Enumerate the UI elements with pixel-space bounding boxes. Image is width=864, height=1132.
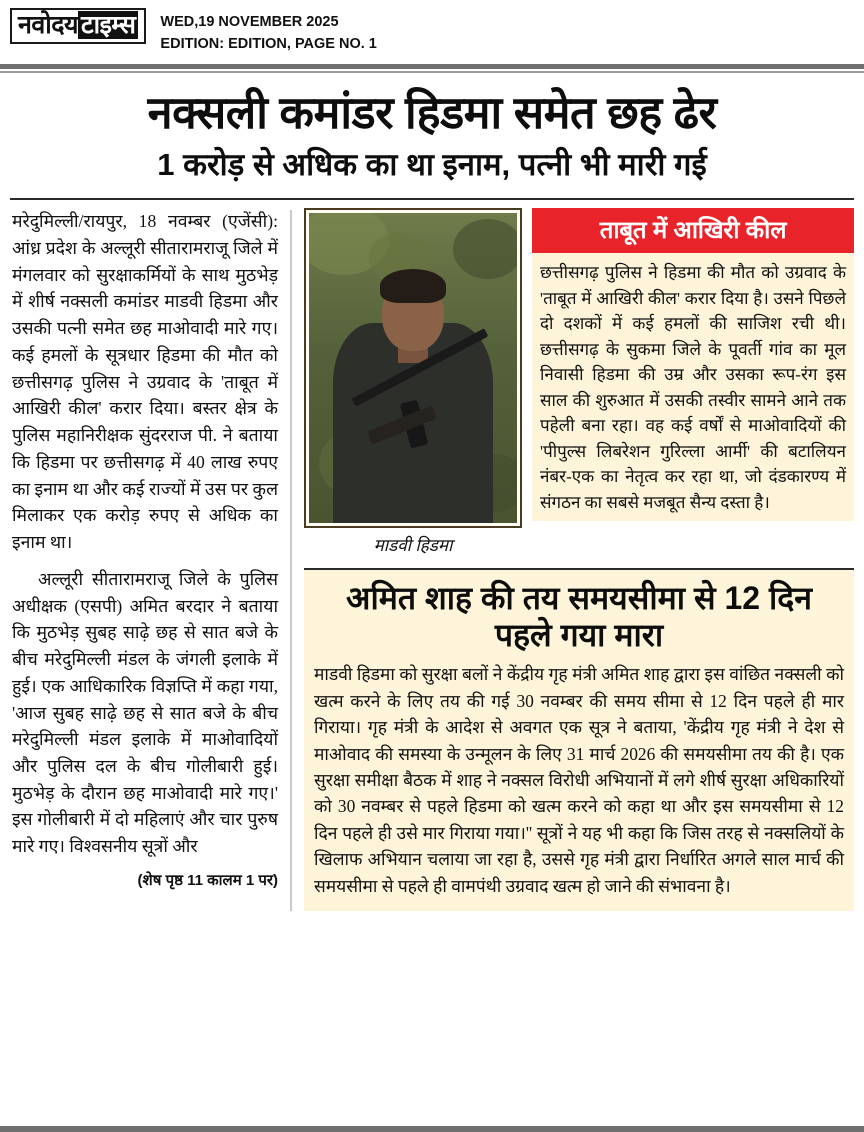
naxal-commander-photo bbox=[309, 213, 517, 523]
sidebox-body bbox=[532, 253, 854, 521]
photo-frame bbox=[304, 208, 522, 528]
sidebox-column bbox=[532, 208, 854, 558]
article-body bbox=[0, 200, 864, 911]
main-story-paragraph: मरेदुमिल्ली/रायपुर, 18 नवम्बर (एजेंसी): आंध्र प्रदेश के अल्लूरी सीतारामराजू जिले में मंगलवार को सुरक्षाकर्मियों के साथ मुठभेड़ में शीर्ष नक्सली कमांडर माडवी हिडमा और उसकी पत्नी समेत छह माओवादी मारे गए। कई हमलों के सूत्रधार हिडमा की मौत को छत्तीसगढ़ पुलिस ने उग्रवाद के 'ताबूत में आखिरी कील' करार दिया। बस्तर क्षेत्र के पुलिस महानिरीक्षक सुंदरराज पी. ने बताया कि हिडमा पर छत्तीसगढ़ में 40 लाख रुपए का इनाम था और कई राज्यों में उस पर कुल मिलाकर एक करोड़ रुपए से अधिक का इनाम था। bbox=[12, 211, 278, 553]
masthead-rule-thick bbox=[0, 64, 864, 69]
headline-subtitle: 1 करोड़ से अधिक का था इनाम, पत्नी भी मारी गई bbox=[157, 147, 707, 183]
newspaper-logo[interactable] bbox=[10, 8, 146, 44]
secondary-story-text: माडवी हिडमा को सुरक्षा बलों ने केंद्रीय गृह मंत्री अमित शाह द्वारा इस वांछित नक्सली को खत्म करने के लिए तय की गई 30 नवम्बर की समय सीमा से 12 दिन पहले ही मार गिराया। गृह मंत्री के आदेश से अवगत एक सूत्र ने बताया, 'केंद्रीय गृह मंत्री ने देश से माओवाद की समस्या के उन्मूलन के लिए 31 मार्च 2026 की समयसीमा तय की है। एक सुरक्षा समीक्षा बैठक में शाह ने नक्सल विरोधी अभियानों में लगे शीर्ष सुरक्षा अधिकारियों को 30 नवम्बर से पहले हिडमा को खत्म करने को कहा था और इस समयसीमा से 12 दिन पहले ही उसे मार गिराया गया।'' सूत्रों ने यह भी कहा कि जिस तरह से नक्सलियों के खिलाफ अभियान चलाया जा रहा है, उससे गृह मंत्री द्वारा निर्धारित अगले साल मार्च की समयसीमा से पहले ही वामपंथी उग्रवाद खत्म हो जाने की संभावना है। bbox=[314, 664, 844, 896]
headline-block bbox=[0, 73, 864, 187]
logo-devanagari: नवोदय bbox=[18, 11, 79, 39]
secondary-story-block bbox=[304, 568, 854, 911]
main-story-column bbox=[12, 208, 290, 911]
continued-note[interactable]: (शेष पृष्ठ 11 कालम 1 पर) bbox=[137, 871, 278, 889]
logo-text bbox=[18, 13, 138, 38]
main-story-paragraph: अल्लूरी सीतारामराजू जिले के पुलिस अधीक्षक (एसपी) अमित बरदार ने बताया कि मुठभेड़ सुबह साढ़े छह से सात बजे के बीच मरेदुमिल्ली मंडल के जंगली इलाके में हुई। एक आधिकारिक विज्ञप्ति में कहा गया, 'आज सुबह साढ़े छह से सात बजे के बीच मरेदुमिल्ली मंडल इलाके में माओवादियों और पुलिस दल के बीच गोलीबारी हुई। मुठभेड़ के दौरान छह माओवादी मारे गए।' इस गोलीबारी में दो महिलाएं और चार पुरुष मारे गए। विश्वसनीय सूत्रों और bbox=[12, 568, 278, 857]
logo-latin: टाइम्स bbox=[78, 11, 138, 39]
main-story-text bbox=[12, 208, 278, 892]
page-title: नक्सली कमांडर हिडमा समेत छह ढेर bbox=[147, 86, 717, 138]
right-column bbox=[292, 208, 854, 911]
masthead bbox=[0, 0, 864, 62]
sidebox-text: छत्तीसगढ़ पुलिस ने हिडमा की मौत को उग्रवाद के 'ताबूत में आखिरी कील' करार दिया है। उसने पिछले दो दशकों में कई हमलों की साजिश रची थी। छत्तीसगढ़ के सुकमा जिले के पूवर्ती गांव का मूल निवासी हिडमा की उम्र और उसका रूप-रंग इस साल की शुरुआत में उसकी तस्वीर सामने आने तक पहेली बना रहा। वह कई वर्षों से माओवादियों की 'पीपुल्स लिबरेशन गुरिल्ला आर्मी' की बटालियन नंबर-एक का नेतृत्व कर रहा था, जो दंडकारण्य में संगठन का सबसे मजबूत सैन्य दस्ता है। bbox=[540, 263, 846, 512]
edition-line: EDITION: EDITION, PAGE NO. 1 bbox=[160, 35, 377, 52]
photo-column bbox=[304, 208, 522, 558]
date-line: WED,19 NOVEMBER 2025 bbox=[160, 14, 339, 30]
page-bottom-rule bbox=[0, 1126, 864, 1132]
photo-subject-hair bbox=[380, 269, 446, 303]
photo-and-sidebox-row bbox=[304, 208, 854, 558]
edition-block bbox=[160, 8, 376, 56]
photo-caption: माडवी हिडमा bbox=[373, 536, 453, 556]
sidebox-title: ताबूत में आखिरी कील bbox=[532, 208, 854, 253]
secondary-story-headline: अमित शाह की तय समयसीमा से 12 दिन पहले गया मारा bbox=[346, 580, 812, 653]
